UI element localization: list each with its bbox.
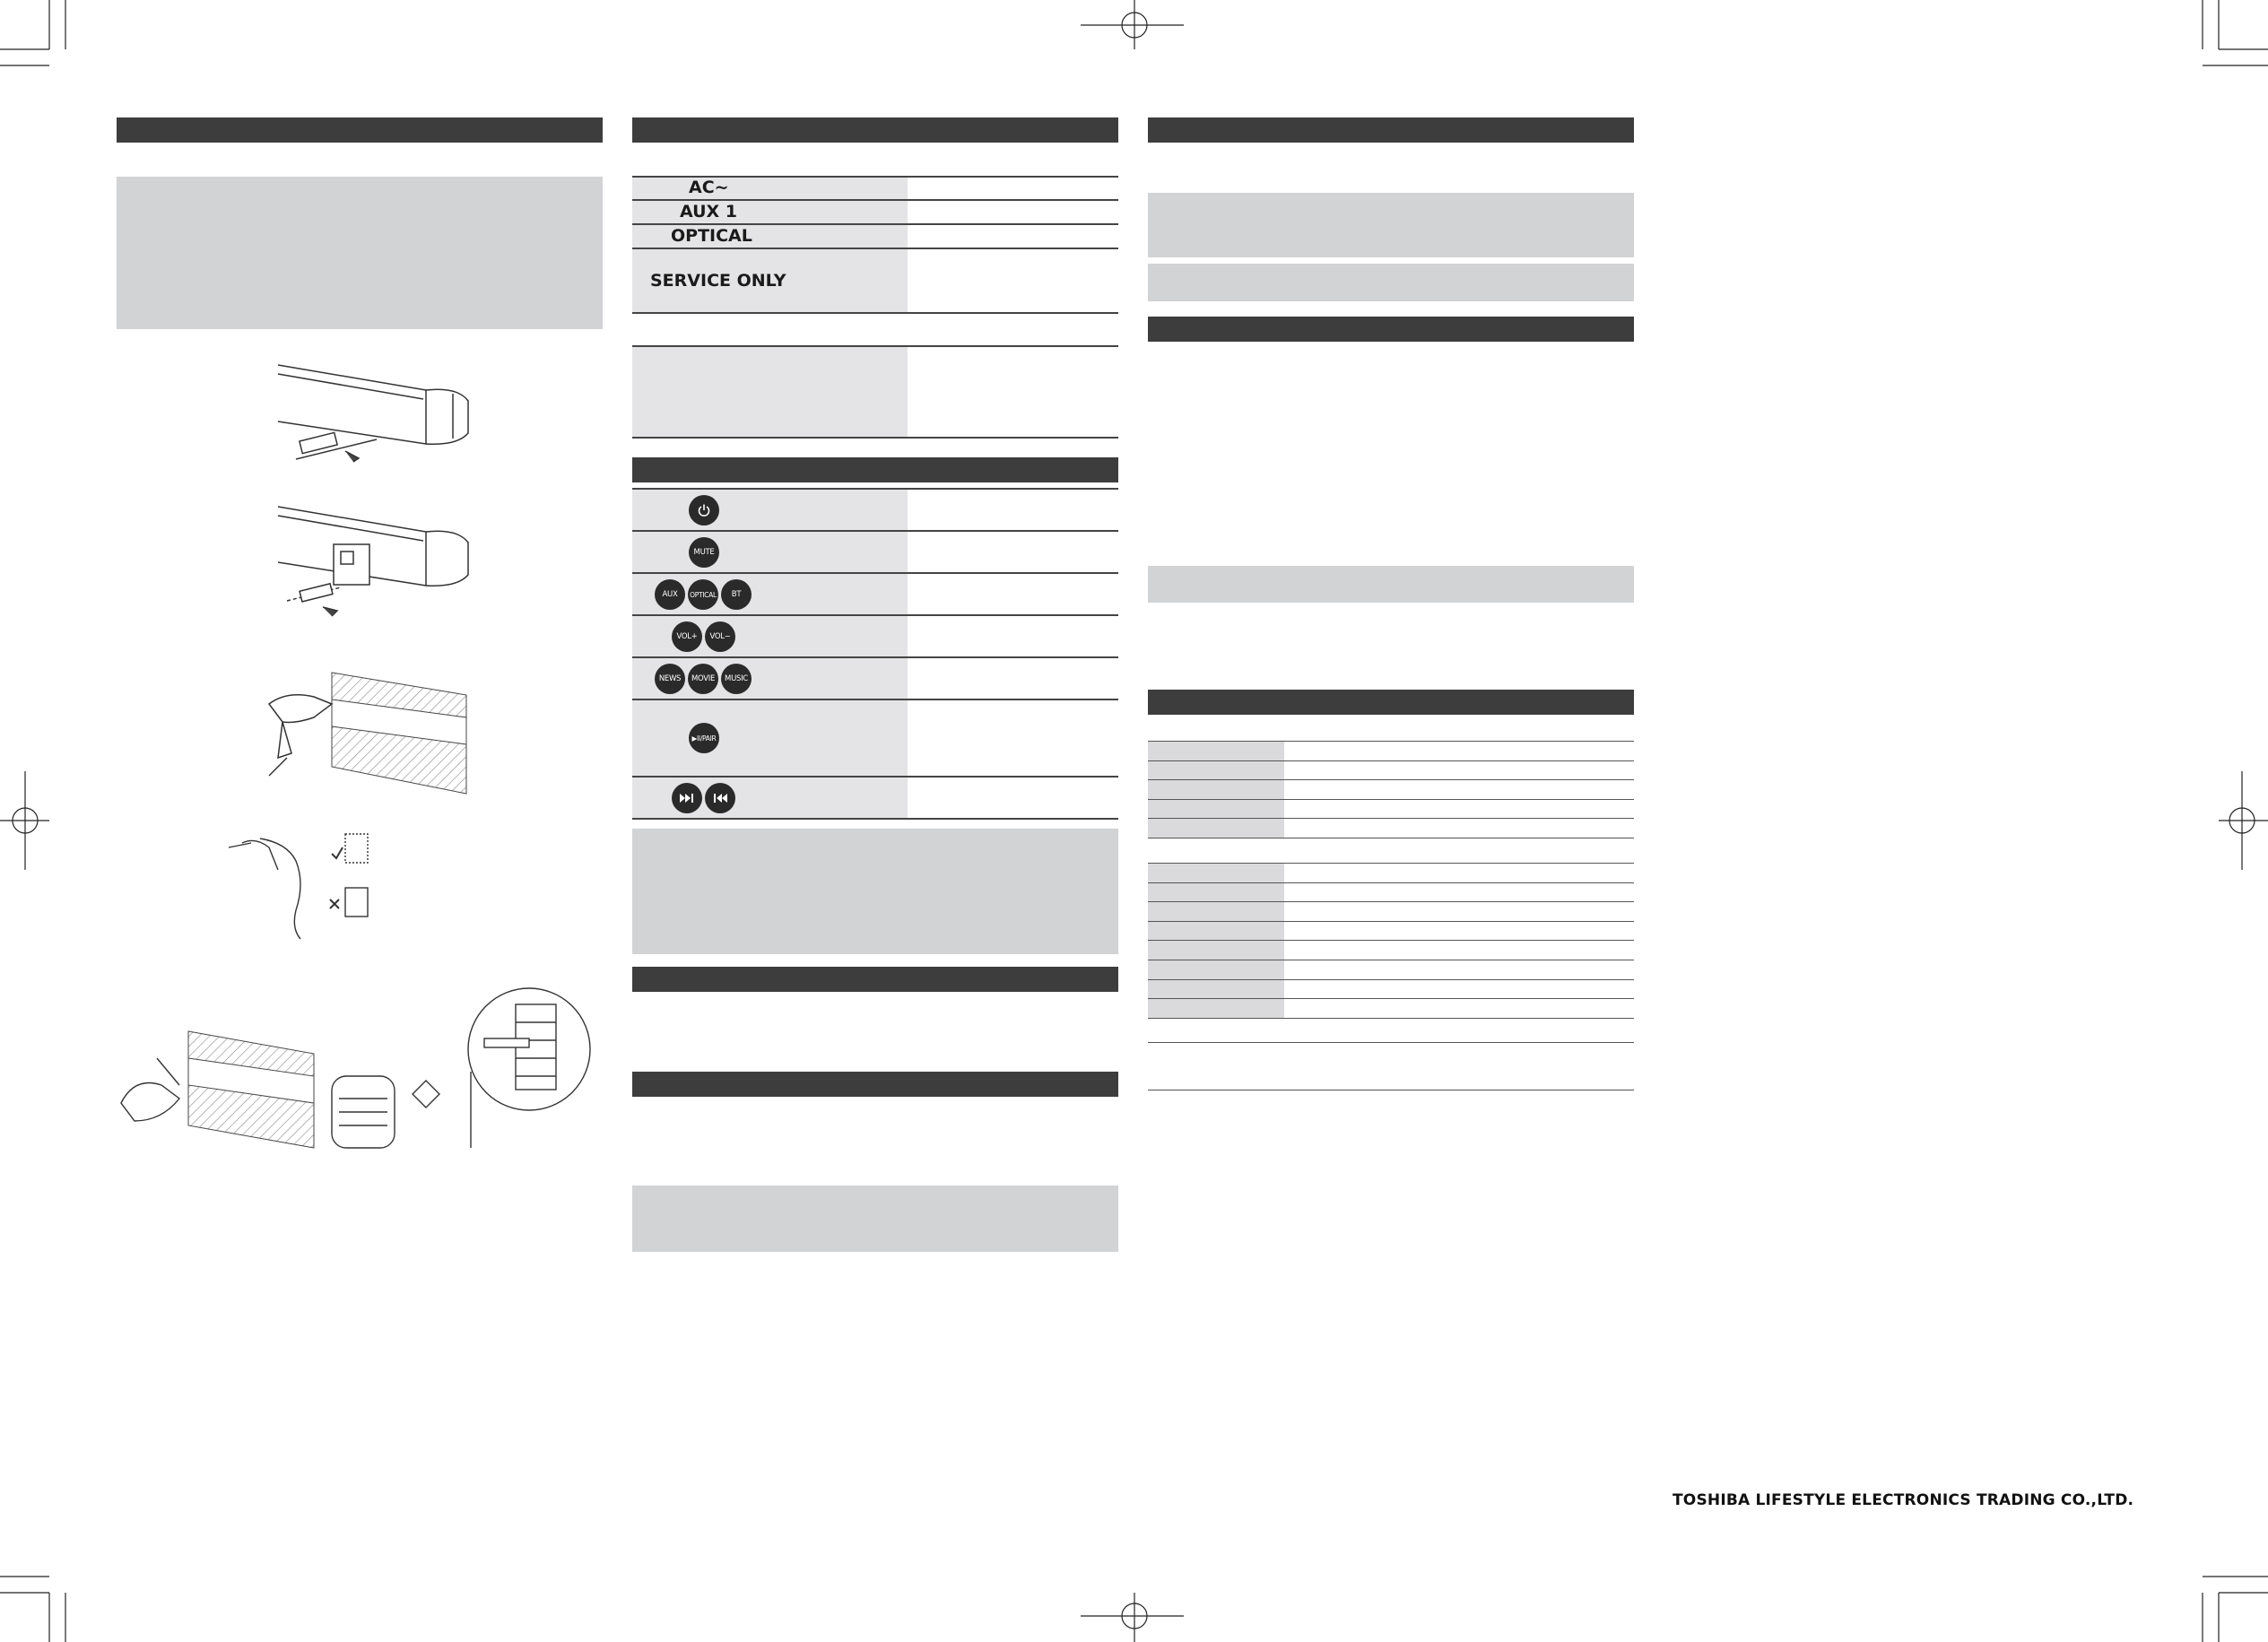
optical-button[interactable]: OPTICAL [688,579,718,610]
col2-section-header-connections [632,117,1118,143]
col3-footer-rule-1 [1148,1042,1634,1043]
connections-label-service-only: SERVICE ONLY [650,271,786,291]
remote-row-volume-desc [908,616,1118,658]
volume-down-button[interactable]: VOL− [705,621,735,652]
movie-button[interactable]: MOVIE [688,664,718,694]
previous-track-button[interactable] [705,783,735,813]
spec-table-label-cell [1148,922,1284,941]
spec-table-label-cell [1148,883,1284,902]
remote-row-sources-desc [908,574,1118,616]
connections-row-aux1 [632,201,908,225]
ports-table-label-cell [632,347,908,439]
next-track-button[interactable] [672,783,702,813]
aux-button[interactable]: AUX [655,579,685,610]
remote-row-power-desc [908,490,1118,532]
bracket-mount-illustration [269,498,484,619]
spec-table-label-cell [1148,819,1284,838]
connections-row-service-desc [908,249,1118,314]
spec-table-rule [1148,1018,1634,1019]
news-button[interactable]: NEWS [655,664,685,694]
connections-row-aux1-desc [908,201,1118,225]
remote-row-play-pair [632,700,908,778]
wall-mount-final-illustration [117,986,601,1152]
remote-row-power [632,490,908,532]
connections-label-aux1: AUX 1 [680,202,738,222]
power-icon [697,503,711,517]
play-pause-pair-button[interactable]: ▶II/PAIR [689,723,719,753]
col3-note-box-3 [1148,566,1634,603]
col2-section-header-4 [632,1072,1118,1097]
spec-table-label-cell [1148,980,1284,999]
col2-section-header-remote [632,457,1118,482]
connections-label-optical: OPTICAL [671,226,752,246]
mute-button[interactable]: MUTE [689,537,719,568]
col2-note-box-2 [632,1186,1118,1252]
power-button[interactable] [689,495,719,526]
spec-table-label-cell [1148,742,1284,760]
remote-row-mute [632,532,908,574]
spec-table-label-cell [1148,864,1284,882]
connections-row-optical-desc [908,225,1118,249]
remote-note-box [632,829,1118,954]
music-button[interactable]: MUSIC [721,664,752,694]
col1-section-header [117,117,603,143]
spec-table-label-cell [1148,960,1284,979]
remote-row-sound-modes-desc [908,658,1118,700]
remote-row-track-skip-desc [908,778,1118,820]
spec-table-label-cell [1148,800,1284,819]
previous-track-icon [712,794,728,803]
ports-table-desc-cell [908,347,1118,439]
spec-table-label-cell [1148,999,1284,1018]
col3-section-header-1 [1148,117,1634,143]
volume-up-button[interactable]: VOL+ [672,621,702,652]
company-name: TOSHIBA LIFESTYLE ELECTRONICS TRADING CO.,LTD. [1673,1491,2134,1509]
col1-note-box [117,177,603,329]
wall-drilling-illustration [260,668,475,803]
col3-note-box-1 [1148,193,1634,257]
connections-row-ac-desc [908,178,1118,201]
spec-table-label-cell [1148,941,1284,960]
remote-row-mute-desc [908,532,1118,574]
bt-button[interactable]: BT [721,579,752,610]
remote-row-play-pair-desc [908,700,1118,778]
anchor-check-illustration [224,830,377,942]
connections-row-ac [632,178,908,201]
spec-table-label-cell [1148,902,1284,921]
spec-table-label-cell [1148,761,1284,780]
col2-section-header-3 [632,967,1118,992]
next-track-icon [679,794,695,803]
col3-section-header-2 [1148,317,1634,342]
spec-table-label-cell [1148,780,1284,799]
connections-label-ac: AC~ [689,178,729,197]
col3-section-header-specs [1148,690,1634,715]
soundbar-screw-removal-illustration [269,354,484,466]
col3-note-box-2 [1148,264,1634,301]
